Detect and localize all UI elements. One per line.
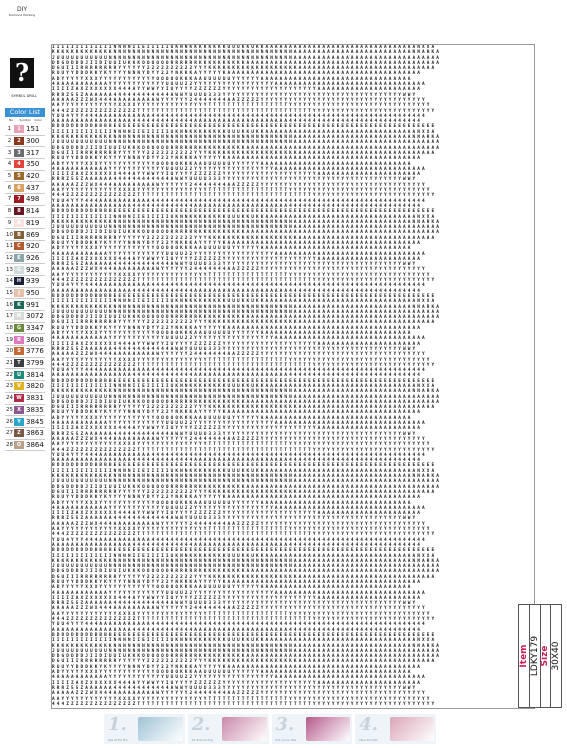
color-number: 2	[7, 138, 12, 145]
color-number: 26	[6, 418, 13, 425]
color-swatch-symbol: R	[14, 336, 24, 344]
color-swatch-symbol: O	[14, 441, 24, 449]
color-code: 3776	[26, 347, 44, 356]
item-value: LDKY179	[529, 635, 540, 677]
color-swatch-symbol: W	[14, 394, 24, 402]
step-number: 3.	[275, 714, 295, 735]
color-code: 3863	[26, 429, 44, 438]
color-code: 3831	[26, 394, 44, 403]
color-swatch-symbol: G	[14, 266, 24, 274]
symbol-chart-grid: I I I I I I I I I I I I I N N N N I I E I I I I I U K N N K K K K K K K K U U U K K U K K A A A A A A A A A A A A A A A A A A A A A A A A A A A A A A A A N X X A K K K K K K K K K K K K K N N N N N N N N N N N N N N N N N N N N N N N N N N N N N N N N N N N N N N A A A A A A A A A A A A A A A A A A A A A A A A A N N A R K A J U U U U U U U U U U U N N N N N N N N N N N N N N N N N N N N N N N N N N N N N N N N N N N N N N N A A A A A A A A A A A A A A A A A A A A A A A A A A A A A A A D D G D D D D J I I D I U U I U K K K O O O O O O R R R R R R K K K K K K K K K K A A A A A A A A A A A A A A A A A A A A A A A A A A A A A A A A A A A A A A A A A D G U I I I R R R R R R R R Y Y Y Y Y Y 2 2 2 2 2 2 2 2 2 2 Y Y Y K K K K K K K K K K K K K K K K K K K A A A A A A A A A A A A A A A A A A A A A A A A A A A A A R U U Y Y D D D K K Y K Y Y Y Y N N N Y D Y Y 2 2 Y N K K K A Y Y Y Y Y K A A A A A A A A A A A A A A A A A A A A A A A A A A A A A A A A A A A A A A A A A A D Y Y Y Y Y X X X Y Y Y Y Y Y Y Y Y Y Y Y O O O O O K K K A A U U U U U U Y Y Y Y Y Y A A A A A A A A A A A A A A A A A A A A A A A A A A A A A A A A 4 A A A A A A A A A A A Y Y Y Y Y Y Y Y Y Y Y Y U U U U 2 2 Y Y Y Y Y Y Y Y Y Y Y Y Y Y Y Y Y A A A A A A A A A A A A A A A A A A A A A A A A A A A A A A A A I I I I Z A X Z X X X X X X 4 4 4 A Y Y W W Y Y I U Y Y Y Y Z Z Z Z Z Z Y Y Y Y Y Y Y Y Y Y Y Y Y Y Y Y Y Y Y Y A A A A A A A A A A A A A A A A A A A A A A R R R Z 5 5 Z A A A A A A 4 4 4 4 4 4 4 4 4 4 4 4 A W W Y U U U U 3 3 3 Y Y Y Y Y Y Y Y Y Y Y Y Y Y Y Y Y Y Y Y Y Y Y Y Y Y Y Y Y Y Y Y Y Y Y Y Y Y W W Y A A A A A Z Z Z W X 4 4 4 A A A A A A A A A W Y Y Y Y Y Y 2 4 4 4 4 4 4 4 A A Z Z Z Z Z Y Y Y Y Y Y Y Y Y Y Y Y Y Y Y Y Y Y Y Y Y Y Y Y Y Y Y Y Y Y Y Y Y Y Y A A Y Y Y Y Y Y Y Y Y Y Y Y X X X X Y Y Y Y Y Y Y Y Y Y Y Y Y Y Y T T T T T T T T T T T T T T T T T Y Y Y Y Y Y Y Y Y Y Y Y Y Y Y Y Y Y Y Y Y Y Y Y Y Y Y Y Y Y 4 4 4 Z Z Z Z Z Z Z Z Z Z Z Z Z Z Z T T T T T T T T T T T T T T T T T T T T T T T T T T T T T T T T T T T T T Y Y Y Y Y Y Y Y Y Y Y Y Y Y Y Y Y Y Y Y Y Y Y Y Y Y Y U U 4 Y Y Y 4 4 4 A A A A A A A A A A A 4 4 4 4 4 4 4 4 4 4 4 4 4 4 4 4 4 4 4 4 4 4 4 4 4 4 4 4 4 4 4 4 4 4 4 4 4 4 4 4 4 4 4 4 4 4 4 4 4 4 4 4 4 4 4 4 4 4 A A A A A A A A A A A A A A A A A 4 4 4 4 4 4 4 4 4 4 4 4 4 A A A A A A A A A A A A A A A A A A A A 4 4 4 4 4 4 4 4 4 4 4 4 4 4 4 4 4 4 4 4 4 4 4 4 4 4 4 4 B D D D D D D D D B B B B E E E E E E E E E E E E E E E E E E E E E E E E E E E E E E E E E E E E E E E E E E E E E E E E E E E E E E E E E E E E E E E E E E E E I I I I I I I I I I I I I N N N N I I E I I I I I U K N N K K K K K K K K U U U K K U K K A A A A A A A A A A A A A A A A A A A A A A A A A A A A A A A A N X X A K K K K K K K K K K K K K N N N N N N N N N N N N N N N N N N N N N N N N N N N N N N N N N N N N N N A A A A A A A A A A A A A A A A A A A A A A A A A N N A R K A J U U U U U U U U U U U N N N N N N N N N N N N N N N N N N N N N N N N N N N N N N N N N N N N N N N A A A A A A A A A A A A A A A A A A A A A A A A A A A A A A A D D G D D D D J I I D I U U I U K K K O O O O O O R R R R R R K K K K K K K K K K A A A A A A A A A A A A A A A A A A A A A A A A A A A A A A A A A A A A A A A A A D G U I I I R R R R R R R R Y Y Y Y Y Y 2 2 2 2 2 2 2 2 2 2 Y Y Y K K K K K K K K K K K K K K K K K K K A A A A A A A A A A A A A A A A A A A A A A A A A A A A A R U U Y Y D D D K K Y K Y Y Y Y N N N Y D Y Y 2 2 Y N K K K A Y Y Y Y Y K A A A A A A A A A A A A A A A A A A A A A A A A A A A A A A A A A A A A A A A A A A D Y Y Y Y Y X X X Y Y Y Y Y Y Y Y Y Y Y Y O O O O O K K K A A U U U U U U Y Y Y Y Y Y A A A A A A A A A A A A A A A A A A A A A A A A A A A A A A A A 4 A A A A A A A A A A A Y Y Y Y Y Y Y Y Y Y Y Y U U U U 2 2 Y Y Y Y Y Y Y Y Y Y Y Y Y Y Y Y Y A A A A A A A A A A A A A A A A A A A A A A A A A A A A A A A A I I I I Z A X Z X X X X X X 4 4 4 A Y Y W W Y Y I U Y Y Y Y Z Z Z Z Z Z Y Y Y Y Y Y Y Y Y Y Y Y Y Y Y Y Y Y Y Y A A A A A A A A A A A A A A A A A A A A A A R R R Z 5 5 Z A A A A A A 4 4 4 4 4 4 4 4 4 4 4 4 A W W Y U U U U 3 3 3 Y Y Y Y Y Y Y Y Y Y Y Y Y Y Y Y Y Y Y Y Y Y Y Y Y Y Y Y Y Y Y Y Y Y Y Y Y Y W W Y A A A A A Z Z Z W X 4 4 4 A A A A A A A A A W Y Y Y Y Y Y 2 4 4 4 4 4 4 4 A A Z Z Z Z Z Y Y Y Y Y Y Y Y Y Y Y Y Y Y Y Y Y Y Y Y Y Y Y Y Y Y Y Y Y Y Y Y Y Y Y A A Y Y Y Y Y Y Y Y Y Y Y Y X X X X Y Y Y Y Y Y Y Y Y Y Y Y Y Y Y T T T T T T T T T T T T T T T T T Y Y Y Y Y Y Y Y Y Y Y Y Y Y Y Y Y Y Y Y Y Y Y Y Y Y Y Y Y Y 4 4 4 Z Z Z Z Z Z Z Z Z Z Z Z Z Z Z T T T T T T T T T T T T T T T T T T T T T T T T T T T T T T T T T T T T T Y Y Y Y Y Y Y Y Y Y Y Y Y Y Y Y Y Y Y Y Y Y Y Y Y Y Y U U 4 Y Y Y 4 4 4 A A A A A A A A A A A 4 4 4 4 4 4 4 4 4 4 4 4 4 4 4 4 4 4 4 4 4 4 4 4 4 4 4 4 4 4 4 4 4 4 4 4 4 4 4 4 4 4 4 4 4 4 4 4 4 4 4 4 4 4 4 4 4 4 A A A A A A A A A A A A A A A A A 4 4 4 4 4 4 4 4 4 4 4 4 4 A A A A A A A A A A A A A A A A A A A A 4 4 4 4 4 4 4 4 4 4 4 4 4 4 4 4 4 4 4 4 4 4 4 4 4 4 4 4 B D D D D D D D D B B B B E E E E E E E E E E E E E E E E E E E E E E E E E E E E E E E E E E E E E E E E E E E E E E E E E E E E E E E E E E E E E E E E E E E E I I I I I I I I I I I I I N N N N I I E I I I I I U K N N K K K K K K K K U U U K K U K K A A A A A A A A A A A A A A A A A A A A A A A A A A A A A A A A N X X A K K K K K K K K K K K K K N N N N N N N N N N N N N N N N N N N N N N N N N N N N N N N N N N N N N N A A A A A A A A A A A A A A A A A A A A A A A A A N N A R K A J U U U U U U U U U U U N N N N N N N N N N N N N N N N N N N N N N N N N N N N N N N N N N N N N N N A A A A A A A A A A A A A A A A A A A A A A A A A A A A A A A D D G D D D D J I I D I U U I U K K K O O O O O O R R R R R R K K K K K K K K K K A A A A A A A A A A A A A A A A A A A A A A A A A A A A A A A A A A A A A A A A A D G U I I I R R R R R R R R Y Y Y Y Y Y 2 2 2 2 2 2 2 2 2 2 Y Y Y K K K K K K K K K K K K K K K K K K K A A A A A A A A A A A A A A A A A A A A A A A A A A A A A R U U Y Y D D D K K Y K Y Y Y Y N N N Y D Y Y 2 2 Y N K K K A Y Y Y Y Y K A A A A A A A A A A A A A A A A A A A A A A A A A A A A A A A A A A A A A A A A A A D Y Y Y Y Y X X X Y Y Y Y Y Y Y Y Y Y Y Y O O O O O K K K A A U U U U U U Y Y Y Y Y Y A A A A A A A A A A A A A A A A A A A A A A A A A A A A A A A A 4 A A A A A A A A A A A Y Y Y Y Y Y Y Y Y Y Y Y U U U U 2 2 Y Y Y Y Y Y Y Y Y Y Y Y Y Y Y Y Y A A A A A A A A A A A A A A A A A A A A A A A A A A A A A A A A I I I I Z A X Z X X X X X X 4 4 4 A Y Y W W Y Y I U Y Y Y Y Z Z Z Z Z Z Y Y Y Y Y Y Y Y Y Y Y Y Y Y Y Y Y Y Y Y A A A A A A A A A A A A A A A A A A A A A A R R R Z 5 5 Z A A A A A A 4 4 4 4 4 4 4 4 4 4 4 4 A W W Y U U U U 3 3 3 Y Y Y Y Y Y Y Y Y Y Y Y Y Y Y Y Y Y Y Y Y Y Y Y Y Y Y Y Y Y Y Y Y Y Y Y Y Y W W Y A A A A A Z Z Z W X 4 4 4 A A A A A A A A A W Y Y Y Y Y Y 2 4 4 4 4 4 4 4 A A Z Z Z Z Z Y Y Y Y Y Y Y Y Y Y Y Y Y Y Y Y Y Y Y Y Y Y Y Y Y Y Y Y Y Y Y Y Y Y Y A A Y Y Y Y Y Y Y Y Y Y Y Y X X X X Y Y Y Y Y Y Y Y Y Y Y Y Y Y Y T T T T T T T T T T T T T T T T T Y Y Y Y Y Y Y Y Y Y Y Y Y Y Y Y Y Y Y Y Y Y Y Y Y Y Y Y Y Y 4 4 4 Z Z Z Z Z Z Z Z Z Z Z Z Z Z Z T T T T T T T T T T T T T T T T T T T T T T T T T T T T T T T T T T T T T Y Y Y Y Y Y Y Y Y Y Y Y Y Y Y Y Y Y Y Y Y Y Y Y Y Y Y U U 4 Y Y Y 4 4 4 A A A A A A A A A A A 4 4 4 4 4 4 4 4 4 4 4 4 4 4 4 4 4 4 4 4 4 4 4 4 4 4 4 4 4 4 4 4 4 4 4 4 4 4 4 4 4 4 4 4 4 4 4 4 4 4 4 4 4 4 4 4 4 4 A A A A A A A A A A A A A A A A A 4 4 4 4 4 4 4 4 4 4 4 4 4 A A A A A A A A A A A A A A A A A A A A 4 4 4 4 4 4 4 4 4 4 4 4 4 4 4 4 4 4 4 4 4 4 4 4 4 4 4 4 B D D D D D D D D B B B B E E E E E E E E E E E E E E E E E E E E E E E E E E E E E E E E E E E E E E E E E E E E E E E E E E E E E E E E E E E E E E E E E E E E I I I I I I I I I I I I I N N N N I I E I I I I I U K N N K K K K K K K K U U U K K U K K A A A A A A A A A A A A A A A A A A A A A A A A A A A A A A A A N X X A K K K K K K K K K K K K K N N N N N N N N N N N N N N N N N N N N N N N N N N N N N N N N N N N N N N A A A A A A A A A A A A A A A A A A A A A A A A A N N A R K A J U U U U U U U U U U U N N N N N N N N N N N N N N N N N N N N N N N N N N N N N N N N N N N N N N N A A A A A A A A A A A A A A A A A A A A A A A A A A A A A A A D D G D D D D J I I D I U U I U K K K O O O O O O R R R R R R K K K K K K K K K K A A A A A A A A A A A A A A A A A A A A A A A A A A A A A A A A A A A A A A A A A D G U I I I R R R R R R R R Y Y Y Y Y Y 2 2 2 2 2 2 2 2 2 2 Y Y Y K K K K K K K K K K K K K K K K K K K A A A A A A A A A A A A A A A A A A A A A A A A A A A A A R U U Y Y D D D K K Y K Y Y Y Y N N N Y D Y Y 2 2 Y N K K K A Y Y Y Y Y K A A A A A A A A A A A A A A A A A A A A A A A A A A A A A A A A A A A A A A A A A A D Y Y Y Y Y X X X Y Y Y Y Y Y Y Y Y Y Y Y O O O O O K K K A A U U U U U U Y Y Y Y Y Y A A A A A A A A A A A A A A A A A A A A A A A A A A A A A A A A 4 A A A A A A A A A A A Y Y Y Y Y Y Y Y Y Y Y Y U U U U 2 2 Y Y Y Y Y Y Y Y Y Y Y Y Y Y Y Y Y A A A A A A A A A A A A A A A A A A A A A A A A A A A A A A A A I I I I Z A X Z X X X X X X 4 4 4 A Y Y W W Y Y I U Y Y Y Y Z Z Z Z Z Z Y Y Y Y Y Y Y Y Y Y Y Y Y Y Y Y Y Y Y Y A A A A A A A A A A A A A A A A A A A A A A R R R Z 5 5 Z A A A A A A 4 4 4 4 4 4 4 4 4 4 4 4 A W W Y U U U U 3 3 3 Y Y Y Y Y Y Y Y Y Y Y Y Y Y Y Y Y Y Y Y Y Y Y Y Y Y Y Y Y Y Y Y Y Y Y Y Y Y W W Y A A A A A Z Z Z W X 4 4 4 A A A A A A A A A W Y Y Y Y Y Y 2 4 4 4 4 4 4 4 A A Z Z Z Z Z Y Y Y Y Y Y Y Y Y Y Y Y Y Y Y Y Y Y Y Y Y Y Y Y Y Y Y Y Y Y Y Y Y Y Y A A Y Y Y Y Y Y Y Y Y Y Y Y X X X X Y Y Y Y Y Y Y Y Y Y Y Y Y Y Y T T T T T T T T T T T T T T T T T Y Y Y Y Y Y Y Y Y Y Y Y Y Y Y Y Y Y Y Y Y Y Y Y Y Y Y Y Y Y 4 4 4 Z Z Z Z Z Z Z Z Z Z Z Z Z Z Z T T T T T T T T T T T T T T T T T T T T T T T T T T T T T T T T T T T T T Y Y Y Y Y Y Y Y Y Y Y Y Y Y Y Y Y Y Y Y Y Y Y Y Y Y Y U U 4 Y Y Y 4 4 4 A A A A A A A A A A A 4 4 4 4 4 4 4 4 4 4 4 4 4 4 4 4 4 4 4 4 4 4 4 4 4 4 4 4 4 4 4 4 4 4 4 4 4 4 4 4 4 4 4 4 4 4 4 4 4 4 4 4 4 4 4 4 4 4 A A A A A A A A A A A A A A A A A 4 4 4 4 4 4 4 4 4 4 4 4 4 A A A A A A A A A A A A A A A A A A A A 4 4 4 4 4 4 4 4 4 4 4 4 4 4 4 4 4 4 4 4 4 4 4 4 4 4 4 4 B D D D D D D D D B B B B E E E E E E E E E E E E E E E E E E E E E E E E E E E E E E E E E E E E E E E E E E E E E E E E E E E E E E E E E E E E E E E E E E E E I I I I I I I I I I I I I N N N N I I E I I I I I U K N N K K K K K K K K U U U K K U K K A A A A A A A A A A A A A A A A A A A A A A A A A A A A A A A A N X X A K K K K K K K K K K K K K N N N N N N N N N N N N N N N N N N N N N N N N N N N N N N N N N N N N N N A A A A A A A A A A A A A A A A A A A A A A A A A N N A R K A J U U U U U U U U U U U N N N N N N N N N N N N N N N N N N N N N N N N N N N N N N N N N N N N N N N A A A A A A A A A A A A A A A A A A A A A A A A A A A A A A A D D G D D D D J I I D I U U I U K K K O O O O O O R R R R R R K K K K K K K K K K A A A A A A A A A A A A A A A A A A A A A A A A A A A A A A A A A A A A A A A A A D G U I I I R R R R R R R R Y Y Y Y Y Y 2 2 2 2 2 2 2 2 2 2 Y Y Y K K K K K K K K K K K K K K K K K K K A A A A A A A A A A A A A A A A A A A A A A A A A A A A A R U U Y Y D D D K K Y K Y Y Y Y N N N Y D Y Y 2 2 Y N K K K A Y Y Y Y Y K A A A A A A A A A A A A A A A A A A A A A A A A A A A A A A A A A A A A A A A A A A D Y Y Y Y Y X X X Y Y Y Y Y Y Y Y Y Y Y Y O O O O O K K K A A U U U U U U Y Y Y Y Y Y A A A A A A A A A A A A A A A A A A A A A A A A A A A A A A A A 4 A A A A A A A A A A A Y Y Y Y Y Y Y Y Y Y Y Y U U U U 2 2 Y Y Y Y Y Y Y Y Y Y Y Y Y Y Y Y Y A A A A A A A A A A A A A A A A A A A A A A A A A A A A A A A A I I I I Z A X Z X X X X X X 4 4 4 A Y Y W W Y Y I U Y Y Y Y Z Z Z Z Z Z Y Y Y Y Y Y Y Y Y Y Y Y Y Y Y Y Y Y Y Y A A A A A A A A A A A A A A A A A A A A A A R R R Z 5 5 Z A A A A A A 4 4 4 4 4 4 4 4 4 4 4 4 A W W Y U U U U 3 3 3 Y Y Y Y Y Y Y Y Y Y Y Y Y Y Y Y Y Y Y Y Y Y Y Y Y Y Y Y Y Y Y Y Y Y Y Y Y Y W W Y A A A A A Z Z Z W X 4 4 4 A A A A A A A A A W Y Y Y Y Y Y 2 4 4 4 4 4 4 4 A A Z Z Z Z Z Y Y Y Y Y Y Y Y Y Y Y Y Y Y Y Y Y Y Y Y Y Y Y Y Y Y Y Y Y Y Y Y Y Y Y A A Y Y Y Y Y Y Y Y Y Y Y Y X X X X Y Y Y Y Y Y Y Y Y Y Y Y Y Y Y T T T T T T T T T T T T T T T T T Y Y Y Y Y Y Y Y Y Y Y Y Y Y Y Y Y Y Y Y Y Y Y Y Y Y Y Y Y Y 4 4 4 Z Z Z Z Z Z Z Z Z Z Z Z Z Z Z T T T T T T T T T T T T T T T T T T T T T T T T T T T T T T T T T T T T T Y Y Y Y Y Y Y Y Y Y Y Y Y Y Y Y Y Y Y Y Y Y Y Y Y Y Y U U 4 Y Y Y 4 4 4 A A A A A A A A A A A 4 4 4 4 4 4 4 4 4 4 4 4 4 4 4 4 4 4 4 4 4 4 4 4 4 4 4 4 4 4 4 4 4 4 4 4 4 4 4 4 4 4 4 4 4 4 4 4 4 4 4 4 4 4 4 4 4 4 A A A A A A A A A A A A A A A A A 4 4 4 4 4 4 4 4 4 4 4 4 4 A A A A A A A A A A A A A A A A A A A A 4 4 4 4 4 4 4 4 4 4 4 4 4 4 4 4 4 4 4 4 4 4 4 4 4 4 4 4 B D D D D D D D D B B B B E E E E E E E E E E E E E E E E E E E E E E E E E E E E E E E E E E E E E E E E E E E E E E E E E E E E E E E E E E E E E E E E E E E E I I I I I I I I I I I I I N N N N I I E I I I I I U K N N K K K K K K K K U U U K K U K K A A A A A A A A A A A A A A A A A A A A A A A A A A A A A A A A N X X A K K K K K K K K K K K K K N N N N N N N N N N N N N N N N N N N N N N N N N N N N N N N N N N N N N N A A A A A A A A A A A A A A A A A A A A A A A A A N N A R K A J U U U U U U U U U U U N N N N N N N N N N N N N N N N N N N N N N N N N N N N N N N N N N N N N N N A A A A A A A A A A A A A A A A A A A A A A A A A A A A A A A D D G D D D D J I I D I U U I U K K K O O O O O O R R R R R R K K K K K K K K K K A A A A A A A A A A A A A A A A A A A A A A A A A A A A A A A A A A A A A A A A A D G U I I I R R R R R R R R Y Y Y Y Y Y 2 2 2 2 2 2 2 2 2 2 Y Y Y K K K K K K K K K K K K K K K K K K K A A A A A A A A A A A A A A A A A A A A A A A A A A A A A R U U Y Y D D D K K Y K Y Y Y Y N N N Y D Y Y 2 2 Y N K K K A Y Y Y Y Y K A A A A A A A A A A A A A A A A A A A A A A A A A A A A A A A A A A A A A A A A A A D Y Y Y Y Y X X X Y Y Y Y Y Y Y Y Y Y Y Y O O O O O K K K A A U U U U U U Y Y Y Y Y Y A A A A A A A A A A A A A A A A A A A A A A A A A A A A A A A A 4 A A A A A A A A A A A Y Y Y Y Y Y Y Y Y Y Y Y U U U U 2 2 Y Y Y Y Y Y Y Y Y Y Y Y Y Y Y Y Y A A A A A A A A A A A A A A A A A A A A A A A A A A A A A A A A I I I I Z A X Z X X X X X X 4 4 4 A Y Y W W Y Y I U Y Y Y Y Z Z Z Z Z Z Y Y Y Y Y Y Y Y Y Y Y Y Y Y Y Y Y Y Y Y A A A A A A A A A A A A A A A A A A A A A A R R R Z 5 5 Z A A A A A A 4 4 4 4 4 4 4 4 4 4 4 4 A W W Y U U U U 3 3 3 Y Y Y Y Y Y Y Y Y Y Y Y Y Y Y Y Y Y Y Y Y Y Y Y Y Y Y Y Y Y Y Y Y Y Y Y Y Y W W Y A A A A A Z Z Z W X 4 4 4 A A A A A A A A A W Y Y Y Y Y Y 2 4 4 4 4 4 4 4 A A Z Z Z Z Z Y Y Y Y Y Y Y Y Y Y Y Y Y Y Y Y Y Y Y Y Y Y Y Y Y Y Y Y Y Y Y Y Y Y Y A A Y Y Y Y Y Y Y Y Y Y Y Y X X X X Y Y Y Y Y Y Y Y Y Y Y Y Y Y Y T T T T T T T T T T T T T T T T T Y Y Y Y Y Y Y Y Y Y Y Y Y Y Y Y Y Y Y Y Y Y Y Y Y Y Y Y Y Y 4 4 4 Z Z Z Z Z Z Z Z Z Z Z Z Z Z Z T T T T T T T T T T T T T T T T T T T T T T T T T T T T T T T T T T T T T Y Y Y Y Y Y Y Y Y Y Y Y Y Y Y Y Y Y Y Y Y Y Y Y Y Y Y U U 4 Y Y Y 4 4 4 A A A A A A A A A A A 4 4 4 4 4 4 4 4 4 4 4 4 4 4 4 4 4 4 4 4 4 4 4 4 4 4 4 4 4 4 4 4 4 4 4 4 4 4 4 4 4 4 4 4 4 4 4 4 4 4 4 4 4 4 4 4 4 4 A A A A A A A A A A A A A A A A A 4 4 4 4 4 4 4 4 4 4 4 4 4 A A A A A A A A A A A A A A A A A A A A 4 4 4 4 4 4 4 4 4 4 4 4 4 4 4 4 4 4 4 4 4 4 4 4 4 4 4 4 B D D D D D D D D B B B B E E E E E E E E E E E E E E E E E E E E E E E E E E E E E E E E E E E E E E E E E E E E E E E E E E E E E E E E E E E E E E E E E E E E I I I I I I I I I I I I I N N N N I I E I I I I I U K N N K K K K K K K K U U U K K U K K A A A A A A A A A A A A A A A A A A A A A A A A A A A A A A A A N X X A K K K K K K K K K K K K K N N N N N N N N N N N N N N N N N N N N N N N N N N N N N N N N N N N N N N A A A A A A A A A A A A A A A A A A A A A A A A A N N A R K A J U U U U U U U U U U U N N N N N N N N N N N N N N N N N N N N N N N N N N N N N N N N N N N N N N N A A A A A A A A A A A A A A A A A A A A A A A A A A A A A A A D D G D D D D J I I D I U U I U K K K O O O O O O R R R R R R K K K K K K K K K K A A A A A A A A A A A A A A A A A A A A A A A A A A A A A A A A A A A A A A A A A D G U I I I R R R R R R R R Y Y Y Y Y Y 2 2 2 2 2 2 2 2 2 2 Y Y Y K K K K K K K K K K K K K K K K K K K A A A A A A A A A A A A A A A A A A A A A A A A A A A A A R U U Y Y D D D K K Y K Y Y Y Y N N N Y D Y Y 2 2 Y N K K K A Y Y Y Y Y K A A A A A A A A A A A A A A A A A A A A A A A A A A A A A A A A A A A A A A A A A A D Y Y Y Y Y X X X Y Y Y Y Y Y Y Y Y Y Y Y O O O O O K K K A A U U U U U U Y Y Y Y Y Y A A A A A A A A A A A A A A A A A A A A A A A A A A A A A A A A 4 A A A A A A A A A A A Y Y Y Y Y Y Y Y Y Y Y Y U U U U 2 2 Y Y Y Y Y Y Y Y Y Y Y Y Y Y Y Y Y A A A A A A A A A A A A A A A A A A A A A A A A A A A A A A A A I I I I Z A X Z X X X X X X 4 4 4 A Y Y W W Y Y I U Y Y Y Y Z Z Z Z Z Z Y Y Y Y Y Y Y Y Y Y Y Y Y Y Y Y Y Y Y Y A A A A A A A A A A A A A A A A A A A A A A R R R Z 5 5 Z A A A A A A 4 4 4 4 4 4 4 4 4 4 4 4 A W W Y U U U U 3 3 3 Y Y Y Y Y Y Y Y Y Y Y Y Y Y Y Y Y Y Y Y Y Y Y Y Y Y Y Y Y Y Y Y Y Y Y Y Y Y W W Y A A A A A Z Z Z W X 4 4 4 A A A A A A A A A W Y Y Y Y Y Y 2 4 4 4 4 4 4 4 A A Z Z Z Z Z Y Y Y Y Y Y Y Y Y Y Y Y Y Y Y Y Y Y Y Y Y Y Y Y Y Y Y Y Y Y Y Y Y Y Y A A Y Y Y Y Y Y Y Y Y Y Y Y X X X X Y Y Y Y Y Y Y Y Y Y Y Y Y Y Y T T T T T T T T T T T T T T T T T Y Y Y Y Y Y Y Y Y Y Y Y Y Y Y Y Y Y Y Y Y Y Y Y Y Y Y Y Y Y 4 4 4 Z Z Z Z Z Z Z Z Z Z Z Z Z Z Z T T T T T T T T T T T T T T T T T T T T T T T T T T T T T T T T T T T T T Y Y Y Y Y Y Y Y Y Y Y Y Y Y Y Y Y Y Y Y Y Y Y Y Y Y Y U U 4 Y Y Y 4 4 4 A A A A A A A A A A A 4 4 4 4 4 4 4 4 4 4 4 4 4 4 4 4 4 4 4 4 4 4 4 4 4 4 4 4 4 4 4 4 4 4 4 4 4 4 4 4 4 4 4 4 4 4 4 4 4 4 4 4 4 4 4 4 4 4 A A A A A A A A A A A A A A A A A 4 4 4 4 4 4 4 4 4 4 4 4 4 A A A A A A A A A A A A A A A A A A A A 4 4 4 4 4 4 4 4 4 4 4 4 4 4 4 4 4 4 4 4 4 4 4 4 4 4 4 4 B D D D D D D D D B B B B E E E E E E E E E E E E E E E E E E E E E E E E E E E E E E E E E E E E E E E E E E E E E E E E E E E E E E E E E E E E E E E E E E E E I I I I I I I I I I I I I N N N N I I E I I I I I U K N N K K K K K K K K U U U K K U K K A A A A A A A A A A A A A A A A A A A A A A A A A A A A A A A A N X X A K K K K K K K K K K K K K N N N N N N N N N N N N N N N N N N N N N N N N N N N N N N N N N N N N N N A A A A A A A A A A A A A A A A A A A A A A A A A N N A R K A J U U U U U U U U U U U N N N N N N N N N N N N N N N N N N N N N N N N N N N N N N N N N N N N N N N A A A A A A A A A A A A A A A A A A A A A A A A A A A A A A A D D G D D D D J I I D I U U I U K K K O O O O O O R R R R R R K K K K K K K K K K A A A A A A A A A A A A A A A A A A A A A A A A A A A A A A A A A A A A A A A A A D G U I I I R R R R R R R R Y Y Y Y Y Y 2 2 2 2 2 2 2 2 2 2 Y Y Y K K K K K K K K K K K K K K K K K K K A A A A A A A A A A A A A A A A A A A A A A A A A A A A A R U U Y Y D D D K K Y K Y Y Y Y N N N Y D Y Y 2 2 Y N K K K A Y Y Y Y Y K A A A A A A A A A A A A A A A A A A A A A A A A A A A A A A A A A A A A A A A A A A D Y Y Y Y Y X X X Y Y Y Y Y Y Y Y Y Y Y Y O O O O O K K K A A U U U U U U Y Y Y Y Y Y A A A A A A A A A A A A A A A A A A A A A A A A A A A A A A A A 4 A A A A A A A A A A A Y Y Y Y Y Y Y Y Y Y Y Y U U U U 2 2 Y Y Y Y Y Y Y Y Y Y Y Y Y Y Y Y Y A A A A A A A A A A A A A A A A A A A A A A A A A A A A A A A A I I I I Z A X Z X X X X X X 4 4 4 A Y Y W W Y Y I U Y Y Y Y Z Z Z Z Z Z Y Y Y Y Y Y Y Y Y Y Y Y Y Y Y Y Y Y Y Y A A A A A A A A A A A A A A A A A A A A A A R R R Z 5 5 Z A A A A A A 4 4 4 4 4 4 4 4 4 4 4 4 A W W Y U U U U 3 3 3 Y Y Y Y Y Y Y Y Y Y Y Y Y Y Y Y Y Y Y Y Y Y Y Y Y Y Y Y Y Y Y Y Y Y Y Y Y Y W W Y A A A A A Z Z Z W X 4 4 4 A A A A A A A A A W Y Y Y Y Y Y 2 4 4 4 4 4 4 4 A A Z Z Z Z Z Y Y Y Y Y Y Y Y Y Y Y Y Y Y Y Y Y Y Y Y Y Y Y Y Y Y Y Y Y Y Y Y Y Y Y A A Y Y Y Y Y Y Y Y Y Y Y Y X X X X Y Y Y Y Y Y Y Y Y Y Y Y Y Y Y T T T T T T T T T T T T T T T T T Y Y Y Y Y Y Y Y Y Y Y Y Y Y Y Y Y Y Y Y Y Y Y Y Y Y Y Y Y Y 4 4 4 Z Z Z Z Z Z Z Z Z Z Z Z Z Z Z T T T T T T T T T T T T T T T T T T T T T T T T T T T T T T T T T T T T T Y Y Y Y Y Y Y Y Y Y Y Y Y Y Y Y Y Y Y Y Y Y Y Y Y Y	[51, 44, 535, 709]
color-number: 16	[6, 301, 13, 308]
color-code: 3799	[26, 359, 44, 368]
color-code: 350	[26, 160, 40, 169]
instruction-step	[188, 714, 269, 744]
color-number: 11	[6, 243, 13, 250]
color-list-row	[5, 229, 45, 241]
color-number: 14	[6, 278, 13, 285]
color-number: 18	[6, 325, 13, 332]
color-number: 4	[7, 161, 12, 168]
color-code: 3072	[26, 312, 44, 321]
color-number: 19	[6, 336, 13, 343]
color-list-title: Color List	[5, 108, 45, 117]
color-number: 13	[6, 266, 13, 273]
color-code: 437	[26, 183, 40, 192]
color-list-row	[5, 440, 45, 452]
color-number: 28	[6, 441, 13, 448]
color-list-row	[5, 136, 45, 148]
color-swatch-symbol: 5	[14, 172, 24, 180]
instruction-step	[104, 714, 185, 744]
question-mark-icon: ?	[10, 58, 34, 88]
instruction-steps	[104, 714, 436, 744]
step-photo	[390, 717, 434, 741]
step-caption: Pick up the drills	[275, 739, 297, 742]
col-no: No.	[9, 118, 15, 122]
color-number: 25	[6, 406, 13, 413]
size-label: Size	[540, 645, 551, 667]
color-swatch-symbol: N	[14, 312, 24, 320]
color-list-row	[5, 358, 45, 370]
color-list-row	[5, 159, 45, 171]
symbol-drill-label: SYMBOL DRILL	[11, 94, 37, 98]
color-list-row	[5, 264, 45, 276]
color-number: 23	[6, 383, 13, 390]
color-number: 21	[6, 360, 13, 367]
color-number: 3	[7, 149, 12, 156]
color-swatch-symbol: V	[14, 382, 24, 390]
step-caption: Place the drills	[359, 739, 378, 742]
color-swatch-symbol: J	[14, 289, 24, 297]
color-list-row	[5, 218, 45, 230]
color-swatch-symbol: A	[14, 219, 24, 227]
color-code: 498	[26, 195, 40, 204]
color-list-row	[5, 334, 45, 346]
color-list-row	[5, 241, 45, 253]
color-code: 939	[26, 277, 40, 286]
color-code: 3814	[26, 370, 44, 379]
step-number: 4.	[359, 714, 379, 735]
color-number: 9	[7, 219, 12, 226]
color-code: 3347	[26, 324, 44, 333]
step-photo	[138, 717, 182, 741]
color-list-row	[5, 171, 45, 183]
item-info-box	[518, 604, 562, 708]
color-swatch-symbol: Z	[14, 429, 24, 437]
color-list-row	[5, 311, 45, 323]
color-list-row	[5, 147, 45, 159]
color-swatch-symbol: C	[14, 242, 24, 250]
color-list-row	[5, 369, 45, 381]
color-list-row	[5, 323, 45, 335]
step-photo	[222, 717, 266, 741]
color-code: 950	[26, 288, 40, 297]
color-code: 991	[26, 300, 40, 309]
color-code: 317	[26, 148, 40, 157]
step-number: 2.	[191, 714, 211, 735]
color-list-row	[5, 428, 45, 440]
col-color: Color	[34, 118, 43, 122]
color-swatch-symbol: 7	[14, 195, 24, 203]
color-swatch-symbol: E	[14, 254, 24, 262]
color-list-row	[5, 194, 45, 206]
color-code: 819	[26, 218, 40, 227]
color-code: 926	[26, 253, 40, 262]
color-swatch-symbol: G	[14, 324, 24, 332]
color-list-row	[5, 206, 45, 218]
color-list-row	[5, 299, 45, 311]
color-list-row	[5, 416, 45, 428]
step-caption: Fill drills into tray	[191, 739, 214, 742]
color-swatch-symbol: K	[14, 301, 24, 309]
color-swatch-symbol: 1	[14, 125, 24, 133]
color-swatch-symbol: Y	[14, 418, 24, 426]
color-list-row	[5, 346, 45, 358]
color-number: 27	[6, 430, 13, 437]
color-number: 12	[6, 254, 13, 261]
color-list-row	[5, 381, 45, 393]
color-list-row	[5, 393, 45, 405]
color-number: 15	[6, 289, 13, 296]
color-code: 814	[26, 207, 40, 216]
color-list-row	[5, 182, 45, 194]
item-label: Item	[518, 644, 529, 668]
brand-header	[3, 6, 41, 17]
color-swatch-symbol: 6	[14, 184, 24, 192]
color-code: 920	[26, 242, 40, 251]
color-list-row	[5, 405, 45, 417]
color-number: 5	[7, 173, 12, 180]
instruction-step	[272, 714, 353, 744]
color-swatch-symbol: 4	[14, 160, 24, 168]
col-symbol: Symbol	[19, 118, 31, 122]
color-list-row	[5, 288, 45, 300]
color-list-header	[5, 118, 45, 122]
color-code: 3845	[26, 417, 44, 426]
color-list-row	[5, 124, 45, 136]
brand-subtitle: Diamond Painting	[8, 13, 36, 17]
color-swatch-symbol: B	[14, 231, 24, 239]
color-code: 3864	[26, 440, 44, 449]
color-number: 8	[7, 208, 12, 215]
color-swatch-symbol: U	[14, 371, 24, 379]
brand-title: DIY	[16, 6, 28, 13]
color-swatch-symbol: T	[14, 359, 24, 367]
color-number: 1	[7, 126, 12, 133]
instruction-step	[355, 714, 436, 744]
color-number: 20	[6, 348, 13, 355]
color-swatch-symbol: X	[14, 406, 24, 414]
step-number: 1.	[108, 714, 127, 735]
size-value: 30X40	[551, 641, 562, 671]
color-list-row	[5, 253, 45, 265]
color-swatch-symbol: 3	[14, 149, 24, 157]
color-number: 17	[6, 313, 13, 320]
color-code: 928	[26, 265, 40, 274]
color-number: 7	[7, 196, 12, 203]
color-code: 3608	[26, 335, 44, 344]
color-swatch-symbol: 2	[14, 137, 24, 145]
color-code: 420	[26, 172, 40, 181]
color-number: 6	[7, 184, 12, 191]
color-swatch-symbol: 8	[14, 207, 24, 215]
step-caption: Peel off the film	[108, 739, 128, 742]
color-number: 24	[6, 395, 13, 402]
color-list	[5, 124, 45, 451]
color-swatch-symbol: H	[14, 277, 24, 285]
color-code: 869	[26, 230, 40, 239]
color-swatch-symbol: S	[14, 347, 24, 355]
color-code: 151	[26, 125, 40, 134]
color-list-row	[5, 276, 45, 288]
color-code: 3820	[26, 382, 44, 391]
color-number: 22	[6, 371, 13, 378]
color-code: 300	[26, 137, 40, 146]
step-photo	[306, 717, 350, 741]
color-code: 3835	[26, 405, 44, 414]
color-number: 10	[6, 231, 13, 238]
